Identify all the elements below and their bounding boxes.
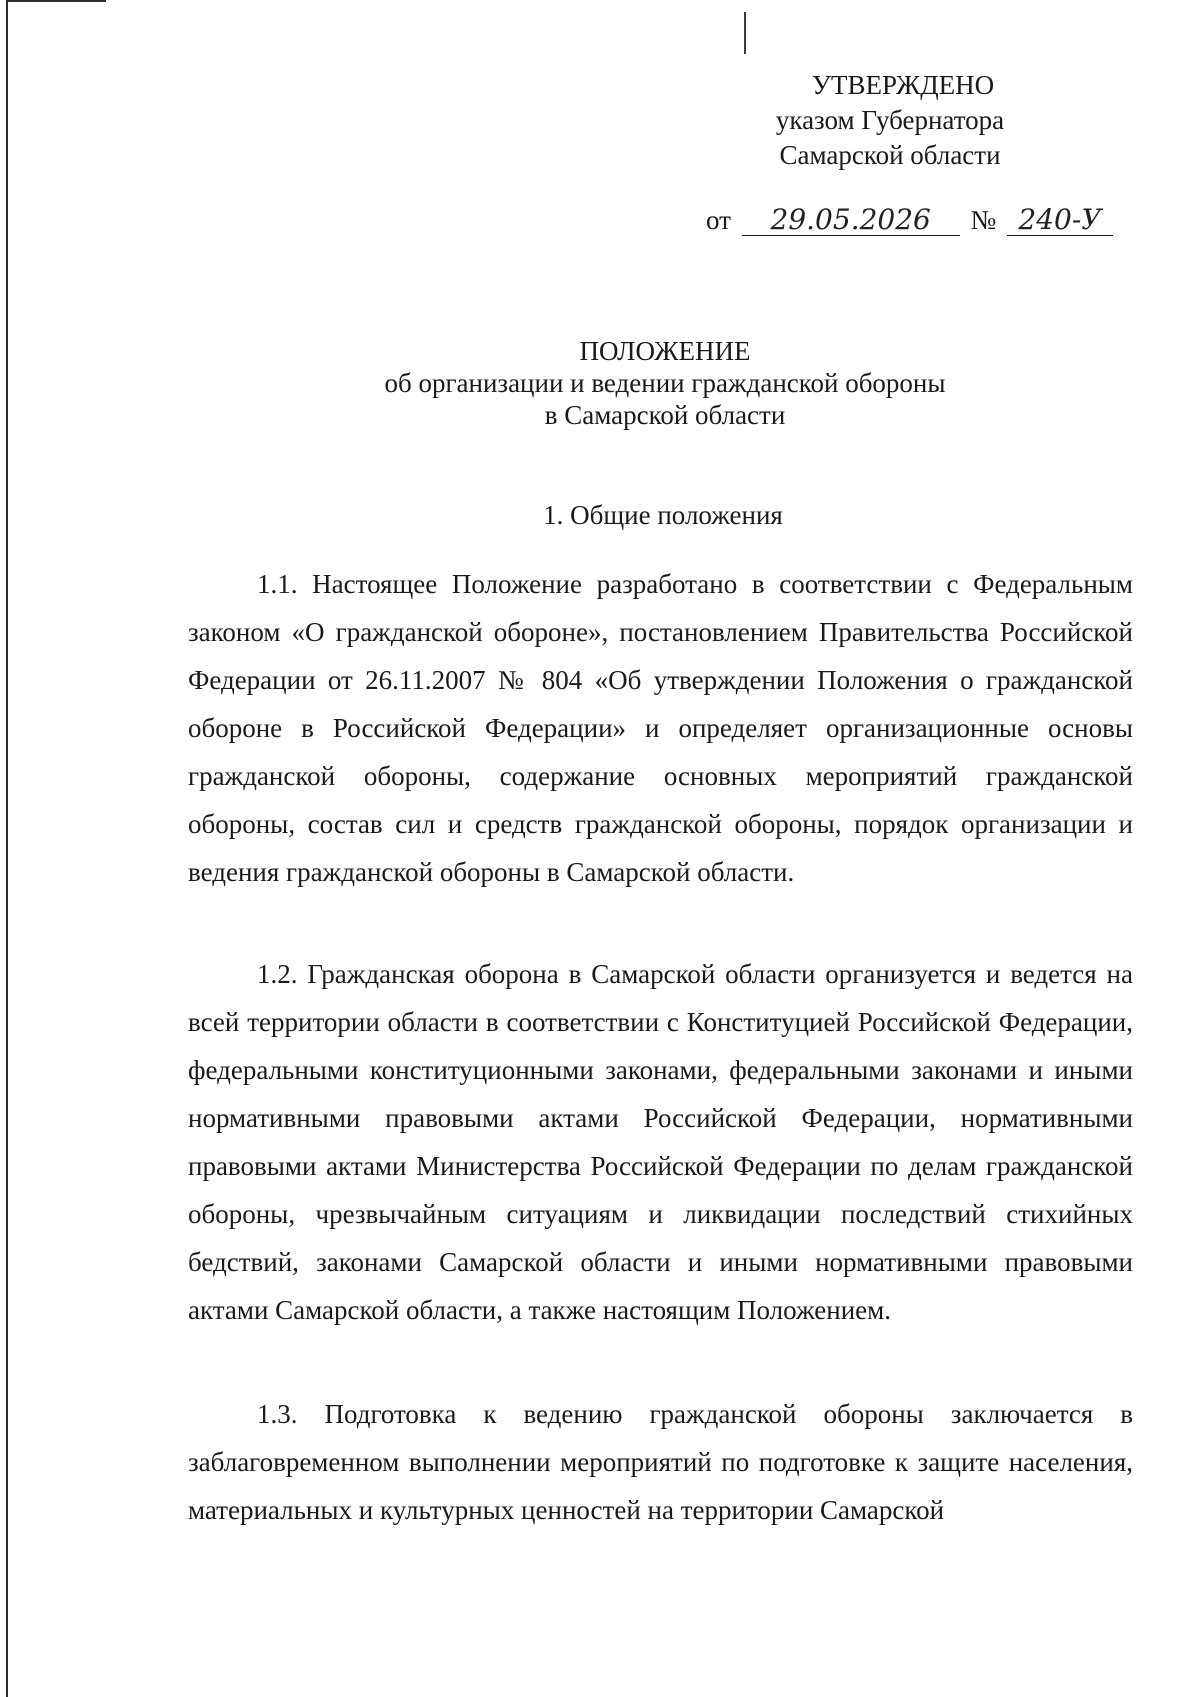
approval-region: Самарской области <box>779 140 1001 170</box>
approval-heading: УТВЕРЖДЕНО <box>811 70 995 100</box>
approval-authority: указом Губернатора <box>775 105 1005 135</box>
decree-date-handwritten: 29.05.2026 <box>742 205 960 236</box>
scan-mark <box>744 12 746 54</box>
scan-edge-left <box>6 0 8 1697</box>
decree-from-label: от <box>706 205 731 235</box>
paragraph-1-2: 1.2. Гражданская оборона в Самарской области организуется и ведется на всей территории области в соответствии с Конституцией Российской Федерации, федеральными конституционными законами, федеральными законами и иными нормативными правовыми актами Российской Федерации, нормативными правовыми актами Министерства Российской Федерации по делам гражданской обороны, чрезвычайным ситуациям и ликвидации последствий стихийных бедствий, законами Самарской области и иными нормативными правовыми актами Самарской области, а также настоящим Положением. <box>188 959 1133 1325</box>
scan-edge-top <box>6 0 106 2</box>
decree-number-handwritten: 240-У <box>1007 205 1113 236</box>
document-subtitle-line-1: об организации и ведении гражданской обороны <box>384 368 946 398</box>
paragraph-1-1: 1.1. Настоящее Положение разработано в соответствии с Федеральным законом «О гражданской обороне», постановлением Правительства Российской Федерации от 26.11.2007 № 804 «Об утверждении Положения о гражданской обороне в Российской Федерации» и определяет организационные основы гражданской обороны, содержание основных мероприятий гражданской обороны, состав сил и средств гражданской обороны, порядок организации и ведения гражданской обороны в Самарской области. <box>188 569 1133 887</box>
document-title: ПОЛОЖЕНИЕ <box>579 336 751 366</box>
approval-stamp <box>730 68 1050 173</box>
paragraph-1-3: 1.3. Подготовка к ведению гражданской обороны заключается в заблаговременном выполнении мероприятий по подготовке к защите населения, материальных и культурных ценностей на территории Самарской <box>188 1399 1133 1525</box>
document-subtitle-line-2: в Самарской области <box>544 400 786 430</box>
section-title: 1. Общие положения <box>543 500 783 530</box>
decree-reference <box>706 205 1117 236</box>
document-title-block <box>340 335 990 431</box>
decree-number-label: № <box>970 205 997 235</box>
